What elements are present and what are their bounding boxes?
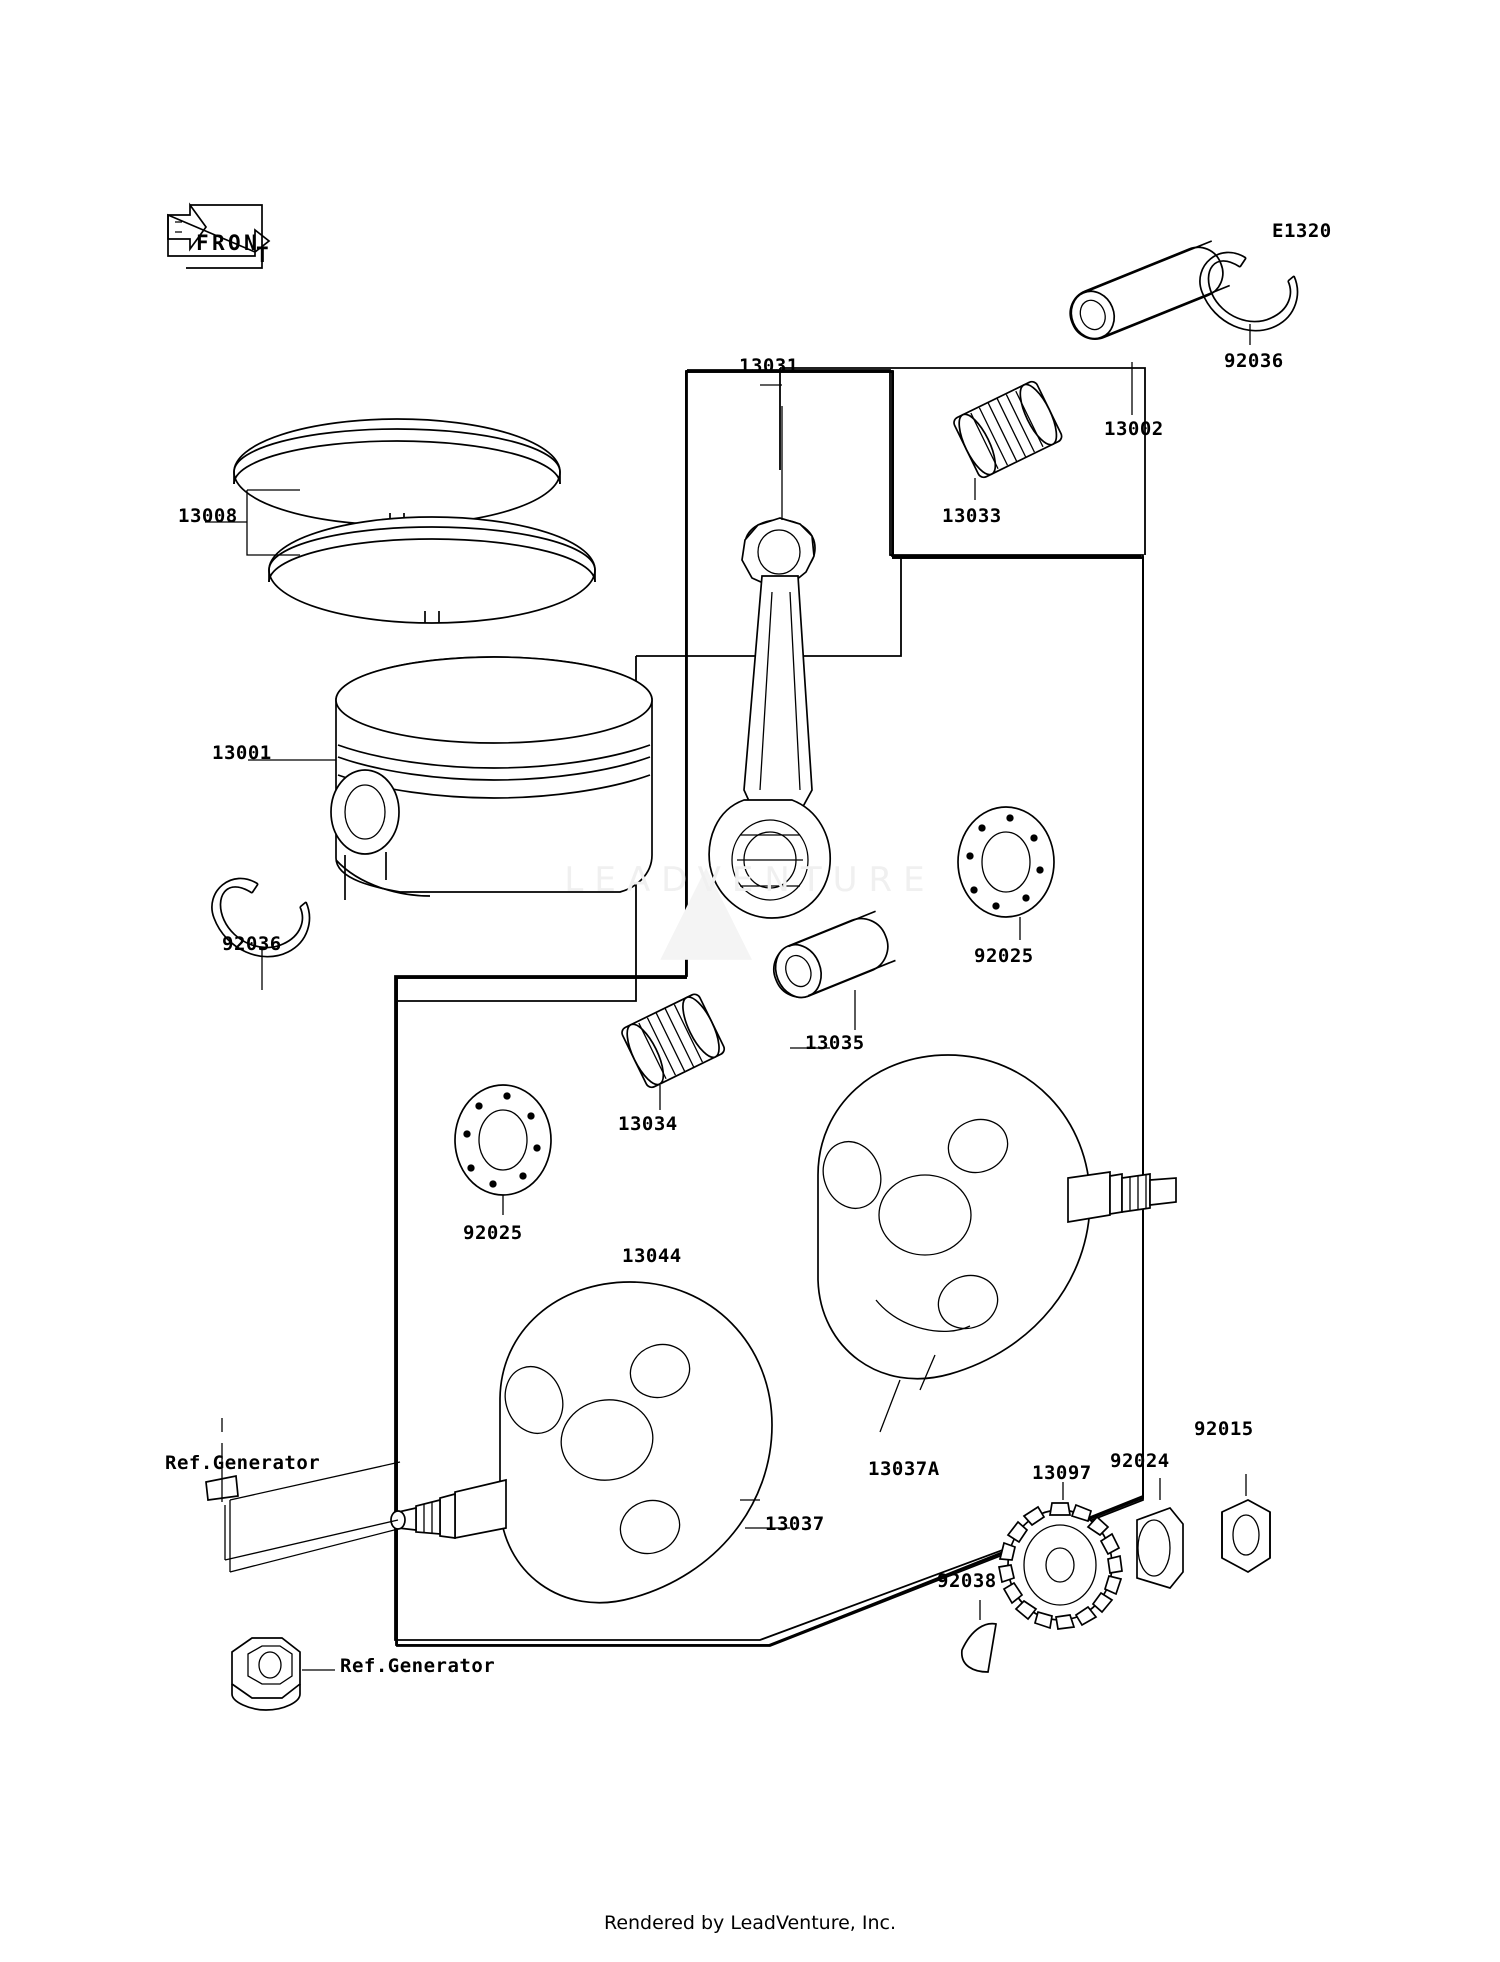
part-13037-crank-half-left bbox=[391, 1282, 772, 1603]
part-13031-connecting-rod bbox=[709, 406, 830, 918]
part-label-13031: 13031 bbox=[739, 355, 799, 377]
part-label-13001: 13001 bbox=[212, 742, 272, 764]
part-13097-gear bbox=[999, 1482, 1122, 1629]
part-label-13033: 13033 bbox=[942, 505, 1002, 527]
part-label-13035: 13035 bbox=[805, 1032, 865, 1054]
svg-text:O: O bbox=[228, 231, 241, 255]
part-13034-big-end-bearing bbox=[620, 992, 726, 1110]
part-13008-piston-rings bbox=[205, 419, 595, 623]
part-92015-nut bbox=[1222, 1474, 1270, 1572]
ref-generator-nut bbox=[232, 1638, 335, 1710]
part-label-13037: 13037 bbox=[765, 1513, 825, 1535]
svg-text:T: T bbox=[256, 243, 269, 267]
part-label-92024: 92024 bbox=[1110, 1450, 1170, 1472]
part-label-13008: 13008 bbox=[178, 505, 238, 527]
ref-generator-bottom-label: Ref.Generator bbox=[340, 1655, 496, 1677]
part-label-13034: 13034 bbox=[618, 1113, 678, 1135]
diagram-code: E1320 bbox=[1272, 220, 1332, 242]
watermark-text: LEADVENTURE bbox=[564, 860, 936, 900]
part-label-13002: 13002 bbox=[1104, 418, 1164, 440]
part-13037A-crank-half-right bbox=[814, 1055, 1176, 1390]
svg-text:R: R bbox=[212, 231, 225, 255]
part-92038-woodruff-key bbox=[962, 1600, 996, 1672]
svg-text:N: N bbox=[244, 231, 257, 255]
part-label-92038: 92038 bbox=[937, 1570, 997, 1592]
part-label-92025-right: 92025 bbox=[974, 945, 1034, 967]
front-arrow-icon bbox=[168, 205, 269, 268]
part-label-92015: 92015 bbox=[1194, 1418, 1254, 1440]
part-label-13044: 13044 bbox=[622, 1245, 682, 1267]
part-92025-washer-right bbox=[958, 807, 1054, 940]
footer-credit: Rendered by LeadVenture, Inc. bbox=[603, 1912, 897, 1934]
part-13035-crankpin bbox=[766, 911, 896, 1030]
part-13001-piston bbox=[248, 657, 652, 900]
part-label-13097: 13097 bbox=[1032, 1462, 1092, 1484]
ref-generator-top-label: Ref.Generator bbox=[165, 1452, 321, 1474]
part-label-13037A: 13037A bbox=[868, 1458, 940, 1480]
part-92025-washer-left bbox=[455, 1085, 551, 1215]
part-label-92036-right: 92036 bbox=[1224, 350, 1284, 372]
part-13033-small-end-bearing bbox=[952, 380, 1064, 500]
watermark-logo: ▲ bbox=[660, 835, 753, 974]
part-label-92025-left: 92025 bbox=[463, 1222, 523, 1244]
svg-text:F: F bbox=[196, 231, 209, 255]
part-label-92036-left: 92036 bbox=[222, 933, 282, 955]
